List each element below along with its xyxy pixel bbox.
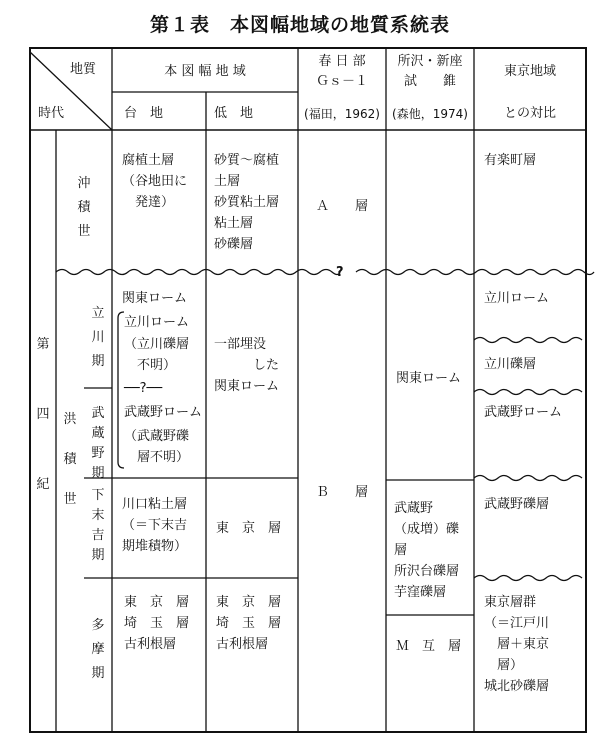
header-lowland: 低 地 <box>214 106 254 121</box>
holocene-tokyo: 有楽町層 <box>484 153 537 168</box>
tokyo-tachikawa-loam: 立川ローム <box>484 291 550 306</box>
tokyo-musashino-loam: 武蔵野ローム <box>484 405 563 420</box>
tokyo-tachikawa-gravel: 立川礫層 <box>484 357 537 372</box>
header-kasukabe-ref: (福田，1962) <box>304 107 380 121</box>
epoch-pleistocene: 洪積世 <box>63 412 77 507</box>
musashino-loam: 武蔵野ローム <box>124 405 203 420</box>
tachikawa-loam: 立川ローム <box>124 315 190 330</box>
holocene-plateau: 腐植土層 （谷地田に 発達） <box>122 153 188 210</box>
header-era: 時代 <box>38 106 65 121</box>
stage-shimosueyoshi: 下末吉期 <box>91 488 105 563</box>
header-plateau: 台 地 <box>124 106 164 121</box>
holocene-lowland: 砂質～腐植 土層 砂質粘土層 粘土層 砂礫層 <box>214 153 280 252</box>
header-region: 本 図 幅 地 域 <box>164 64 246 79</box>
header-tokorozawa-ref: (森他，1974) <box>392 107 468 121</box>
musashino-gravel: （武蔵野礫 層不明） <box>124 429 190 465</box>
header-tokorozawa: 所沢・新座 試 錐 <box>397 54 463 89</box>
tokorozawa-musashino-gravel: 武蔵野 （成増）礫 層 所沢台礫層 芋窪礫層 <box>394 501 460 600</box>
table-title: 第１表 本図幅地域の地質系統表 <box>149 14 450 36</box>
holocene-kasukabe: Ａ 層 <box>315 199 368 214</box>
tokorozawa-m-layer: Ｍ 互 層 <box>396 639 462 654</box>
tokyo-musashino-gravel: 武蔵野礫層 <box>484 497 550 512</box>
header-kasukabe: 春 日 部 Ｇｓ－１ <box>315 54 368 89</box>
lowland-buried-loam: 一部埋没 した 関東ローム <box>214 337 280 394</box>
header-geology: 地質 <box>70 62 97 77</box>
tokyo-group: 東京層群 （＝江戸川 層＋東京 層） 城北砂礫層 <box>484 595 550 694</box>
tama-plateau: 東 京 層 埼 玉 層 古利根層 <box>124 595 190 652</box>
header-tokyo-2: との対比 <box>503 106 556 121</box>
kanto-loam: 関東ローム <box>122 291 188 306</box>
plateau-question-mark: ──?── <box>124 381 163 396</box>
epoch-holocene: 沖積世 <box>77 176 91 239</box>
tachikawa-gravel: （立川礫層 不明） <box>124 337 190 373</box>
shimosueyoshi-plateau: 川口粘土層 （＝下末吉 期堆積物） <box>122 497 188 554</box>
header-tokyo: 東京地域 <box>503 64 556 79</box>
kasukabe-b-layer: Ｂ 層 <box>315 485 368 500</box>
stage-musashino: 武蔵野期 <box>91 406 105 481</box>
tokorozawa-kanto-loam: 関東ローム <box>396 371 462 386</box>
tama-lowland: 東 京 層 埼 玉 層 古利根層 <box>216 595 282 652</box>
stage-tama: 多摩期 <box>91 618 105 681</box>
shimosueyoshi-lowland: 東 京 層 <box>216 521 282 536</box>
boundary-question-mark: ? <box>336 265 344 280</box>
era-quaternary: 第四紀 <box>36 337 50 492</box>
stage-tachikawa: 立川期 <box>91 306 105 369</box>
